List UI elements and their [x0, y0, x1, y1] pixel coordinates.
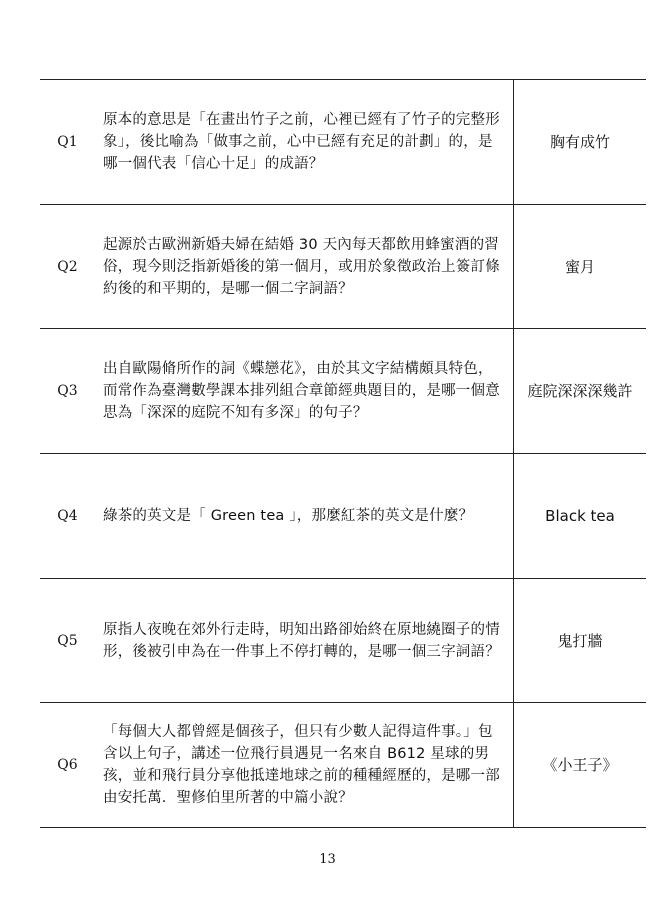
answer-text: 《小王子》: [514, 703, 647, 828]
table-row: [40, 454, 646, 579]
answer-text: 庭院深深深幾許: [514, 329, 647, 454]
answer-text: 蜜月: [514, 204, 647, 329]
question-text: 出自歐陽脩所作的詞《蝶戀花》，由於其文字結構頗具特色，而常作為臺灣數學課本排列組合章節經典題目的，是哪一個意思為「深深的庭院不知有多深」的句子？: [95, 329, 514, 454]
answer-text: 鬼打牆: [514, 578, 647, 703]
question-number: Q5: [40, 578, 95, 703]
table-row: [40, 204, 646, 329]
question-number: Q2: [40, 204, 95, 329]
table-row: [40, 703, 646, 828]
question-text: 原指人夜晚在郊外行走時，明知出路卻始終在原地繞圈子的情形，後被引申為在一件事上不停打轉的，是哪一個三字詞語？: [95, 578, 514, 703]
table-row: [40, 80, 646, 205]
question-text: 「每個大人都曾經是個孩子，但只有少數人記得這件事。」包含以上句子，講述一位飛行員遇見一名來自 B612 星球的男孩，並和飛行員分享他抵達地球之前的種種經歷的，是哪一部由安托萬．聖修伯里所著的中篇小說？: [95, 703, 514, 828]
question-number: Q3: [40, 329, 95, 454]
question-number: Q1: [40, 80, 95, 205]
answer-text: Black tea: [514, 454, 647, 579]
table-row: [40, 329, 646, 454]
question-text: 原本的意思是「在畫出竹子之前，心裡已經有了竹子的完整形象」，後比喻為「做事之前，心中已經有充足的計劃」的，是哪一個代表「信心十足」的成語？: [95, 80, 514, 205]
question-text: 起源於古歐洲新婚夫婦在結婚 30 天內每天都飲用蜂蜜酒的習俗，現今則泛指新婚後的第一個月，或用於象徵政治上簽訂條約後的和平期的，是哪一個二字詞語？: [95, 204, 514, 329]
question-text: 綠茶的英文是「 Green tea 」，那麼紅茶的英文是什麼？: [95, 454, 514, 579]
table-row: [40, 578, 646, 703]
question-number: Q4: [40, 454, 95, 579]
answer-text: 胸有成竹: [514, 80, 647, 205]
qa-table: [40, 79, 646, 828]
page-number: 13: [319, 852, 336, 867]
question-number: Q6: [40, 703, 95, 828]
